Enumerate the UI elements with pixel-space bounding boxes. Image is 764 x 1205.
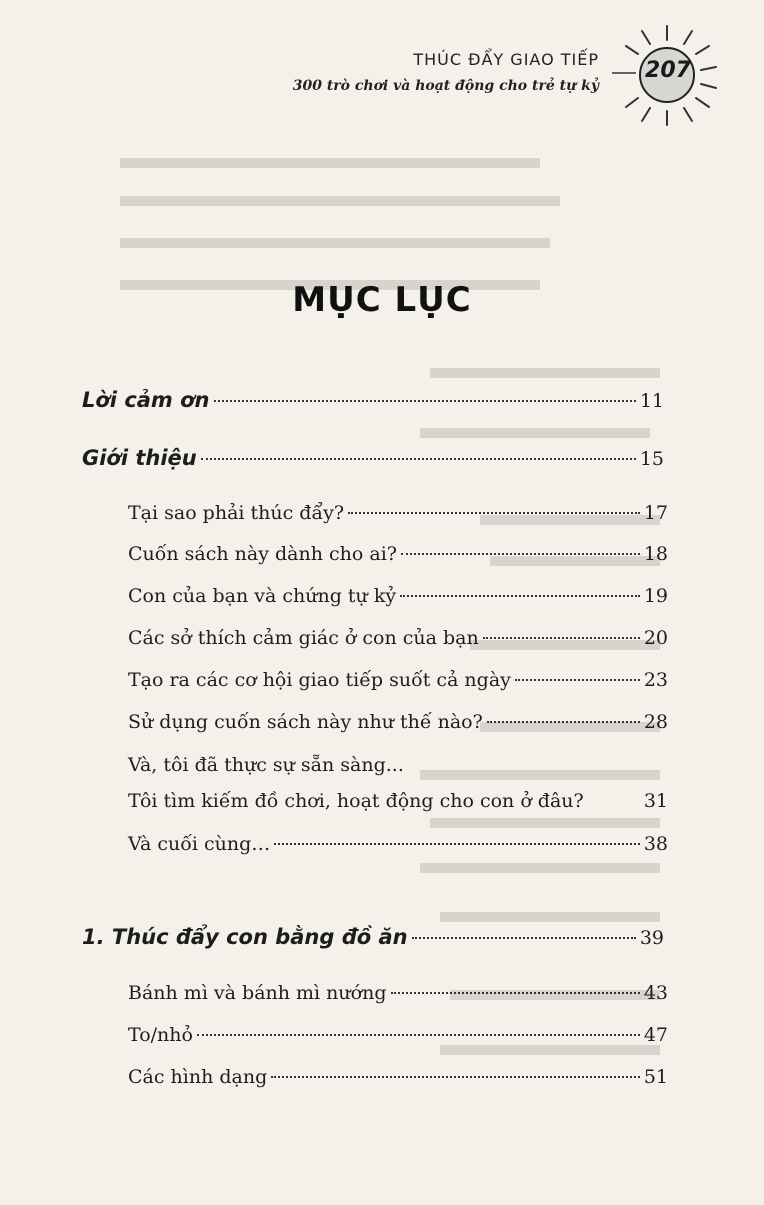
- toc-entry: [128, 833, 668, 855]
- dot-leader: [201, 458, 636, 460]
- toc-entry: [128, 790, 668, 812]
- toc-entry-label: Sử dụng cuốn sách này như thế nào?: [128, 711, 483, 733]
- toc-entry-label: Giới thiệu: [82, 446, 197, 470]
- toc-entry-label: Cuốn sách này dành cho ai?: [128, 543, 397, 565]
- toc-entry-label: Và, tôi đã thực sự sẵn sàng...: [128, 754, 404, 776]
- dot-leader: [483, 637, 640, 639]
- toc-entry-label: Các hình dạng: [128, 1066, 268, 1088]
- toc-heading: MỤC LỤC: [292, 280, 472, 320]
- toc-entry-page: 43: [643, 982, 668, 1004]
- running-head-title: THÚC ĐẨY GIAO TIẾP: [413, 50, 599, 69]
- toc-entry: [128, 543, 668, 565]
- toc-entry-page: 51: [643, 1066, 668, 1088]
- dot-leader: [271, 1076, 640, 1078]
- toc-entry-page: 20: [643, 627, 668, 649]
- toc-entry-label: Bánh mì và bánh mì nướng: [128, 982, 387, 1004]
- running-head-subtitle: 300 trò chơi và hoạt động cho trẻ tự kỷ: [292, 78, 599, 94]
- toc-entry: [82, 925, 664, 949]
- toc-entry-page: 18: [643, 543, 668, 565]
- toc-entry-label: To/nhỏ: [128, 1024, 193, 1046]
- toc-entry-label: Tại sao phải thúc đẩy?: [128, 502, 345, 524]
- dot-leader: [412, 937, 636, 939]
- toc-entry: [128, 669, 668, 691]
- toc-entry-page: 38: [643, 833, 668, 855]
- toc-entry: [82, 446, 664, 470]
- toc-entry-label: Các sở thích cảm giác ở con của bạn: [128, 627, 479, 649]
- toc-entry: [128, 982, 668, 1004]
- toc-entry-label: Và cuối cùng…: [128, 833, 271, 855]
- toc-entry-page: 23: [643, 669, 668, 691]
- toc-entry-page: 15: [639, 448, 664, 470]
- toc-entry-page: 39: [639, 927, 664, 949]
- toc-entry-label: Lời cảm ơn: [82, 388, 210, 412]
- toc-entry-page: 31: [643, 790, 668, 812]
- dot-leader: [487, 721, 640, 723]
- toc-entry-label: Tôi tìm kiếm đồ chơi, hoạt động cho con ở đâu?: [128, 790, 584, 812]
- toc-entry: [128, 627, 668, 649]
- dot-leader: [515, 679, 640, 681]
- dot-leader: [391, 992, 640, 994]
- toc-entry: [128, 1066, 668, 1088]
- toc-entry: [128, 1024, 668, 1046]
- toc-entry-page: 19: [643, 585, 668, 607]
- toc-entry: [128, 711, 668, 733]
- page-number: 207: [645, 58, 691, 83]
- toc-entry-label: Tạo ra các cơ hội giao tiếp suốt cả ngày: [128, 669, 511, 691]
- toc-entry-page: 17: [643, 502, 668, 524]
- toc-entry-label: 1. Thúc đẩy con bằng đồ ăn: [82, 925, 408, 949]
- dot-leader: [401, 553, 640, 555]
- dot-leader: [214, 400, 636, 402]
- dot-leader: [274, 843, 640, 845]
- toc-entry-label: Con của bạn và chứng tự kỷ: [128, 585, 397, 607]
- dot-leader: [400, 595, 640, 597]
- toc-entry: [128, 502, 668, 524]
- toc-entry: [82, 388, 664, 412]
- dot-leader: [197, 1034, 640, 1036]
- toc-entry: [128, 585, 668, 607]
- toc-entry-page: 47: [643, 1024, 668, 1046]
- toc-entry-page: 11: [639, 390, 664, 412]
- dot-leader: [348, 512, 640, 514]
- toc-entry-page: 28: [643, 711, 668, 733]
